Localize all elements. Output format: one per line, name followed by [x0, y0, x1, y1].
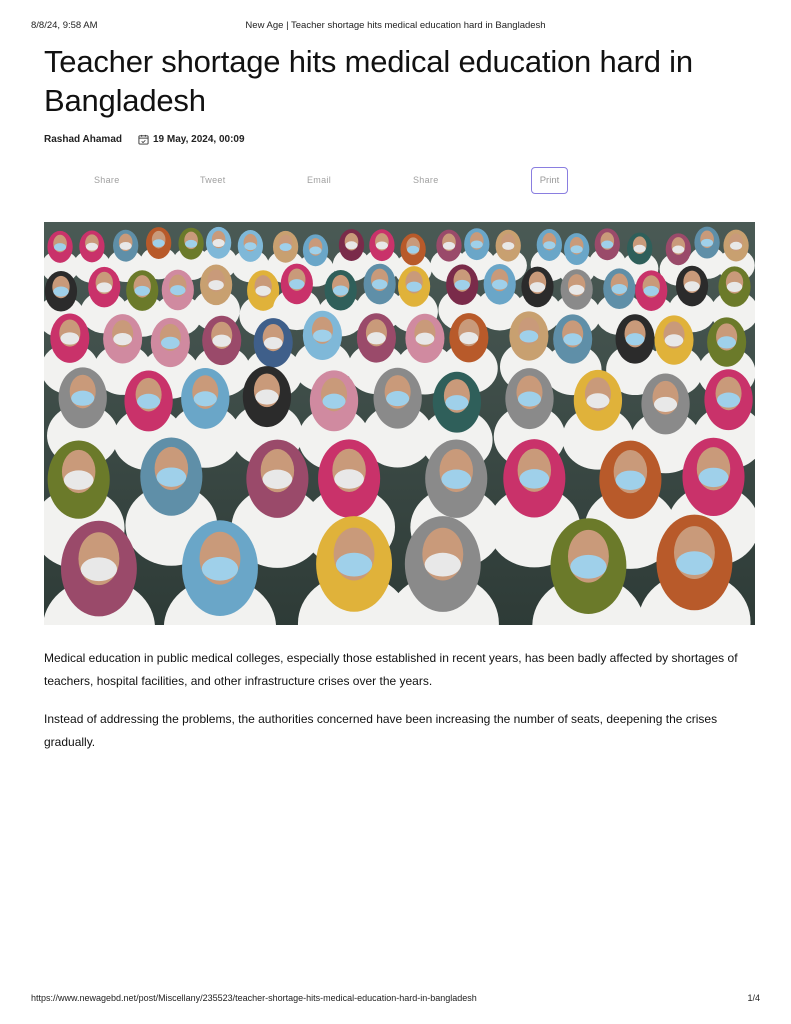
- photo-mask-shape: [213, 239, 225, 247]
- photo-mask-shape: [153, 239, 165, 247]
- photo-mask-shape: [676, 551, 712, 575]
- photo-mask-shape: [520, 330, 539, 342]
- photo-mask-shape: [492, 280, 507, 290]
- photo-mask-shape: [407, 246, 419, 254]
- photo-mask-shape: [135, 286, 150, 296]
- photo-mask-shape: [563, 333, 582, 345]
- photo-mask-shape: [345, 241, 357, 249]
- photo-mask-shape: [386, 391, 409, 406]
- print-datetime: 8/8/24, 9:58 AM: [31, 20, 98, 31]
- photo-mask-shape: [264, 337, 283, 349]
- article-paragraph: Instead of addressing the problems, the authorities concerned have been increasing the number of seats, deepening the crises gradually.: [44, 712, 718, 749]
- photo-mask-shape: [519, 469, 549, 488]
- photo-mask-shape: [202, 557, 238, 581]
- hero-photo-illustration: [44, 222, 755, 625]
- photo-mask-shape: [654, 397, 677, 412]
- photo-mask-shape: [97, 282, 112, 292]
- photo-mask-shape: [717, 336, 736, 348]
- photo-mask-shape: [634, 245, 646, 253]
- photo-mask-shape: [334, 469, 364, 488]
- photo-mask-shape: [699, 468, 729, 487]
- email-button[interactable]: Email: [307, 175, 332, 185]
- photo-mask-shape: [601, 241, 613, 249]
- photo-mask-shape: [644, 286, 659, 296]
- share-facebook-button[interactable]: Share: [94, 175, 120, 185]
- photo-mask-shape: [64, 470, 94, 489]
- photo-mask-shape: [425, 553, 461, 577]
- photo-mask-shape: [194, 391, 217, 406]
- photo-mask-shape: [502, 242, 514, 250]
- photo-mask-shape: [208, 280, 223, 290]
- photo-mask-shape: [730, 242, 742, 250]
- photo-mask-shape: [459, 332, 478, 344]
- photo-mask-shape: [263, 470, 293, 489]
- photo-mask-shape: [137, 394, 160, 409]
- photo-mask-shape: [81, 557, 117, 581]
- print-page-number: 1/4: [747, 993, 760, 1003]
- tweet-button[interactable]: Tweet: [200, 175, 226, 185]
- photo-mask-shape: [665, 334, 684, 346]
- photo-mask-shape: [161, 337, 180, 349]
- print-header: [0, 20, 791, 34]
- photo-mask-shape: [406, 282, 421, 292]
- photo-mask-shape: [185, 240, 197, 248]
- calendar-icon: [138, 134, 149, 145]
- byline: [44, 134, 245, 145]
- photo-mask-shape: [280, 243, 292, 251]
- article-paragraph: Medical education in public medical colleges, especially those established in recent years, has been badly affected by shortages of teachers, hospital facilities, and other infrastructure crises over the years.: [44, 651, 738, 688]
- photo-mask-shape: [244, 242, 256, 250]
- photo-mask-shape: [372, 279, 387, 289]
- share-button[interactable]: Share: [413, 175, 439, 185]
- photo-mask-shape: [543, 241, 555, 249]
- photo-mask-shape: [684, 281, 699, 291]
- photo-mask-shape: [586, 393, 609, 408]
- photo-mask-shape: [570, 555, 606, 579]
- photo-mask-shape: [255, 286, 270, 296]
- print-url: https://www.newagebd.net/post/Miscellany/235523/teacher-shortage-hits-medical-education-hard-in-bangladesh: [31, 993, 477, 1003]
- photo-mask-shape: [309, 247, 321, 255]
- photo-mask-shape: [212, 335, 231, 347]
- publish-date: [138, 134, 245, 145]
- photo-mask-shape: [441, 469, 471, 488]
- photo-mask-shape: [289, 279, 304, 289]
- print-page-title: New Age | Teacher shortage hits medical education hard in Bangladesh: [245, 20, 546, 31]
- photo-mask-shape: [170, 285, 185, 295]
- photo-mask-shape: [336, 553, 372, 577]
- photo-mask-shape: [571, 245, 583, 253]
- photo-mask-shape: [471, 240, 483, 248]
- publish-date-text: 19 May, 2024, 00:09: [152, 134, 245, 145]
- photo-mask-shape: [518, 391, 541, 406]
- photo-mask-shape: [569, 285, 584, 295]
- photo-mask-shape: [313, 330, 332, 342]
- article-title: Teacher shortage hits medical education hard in Bangladesh: [44, 44, 693, 118]
- photo-mask-shape: [54, 243, 66, 251]
- photo-mask-shape: [672, 246, 684, 254]
- photo-mask-shape: [113, 333, 132, 345]
- photo-mask-shape: [86, 243, 98, 251]
- photo-mask-shape: [53, 286, 68, 296]
- photo-mask-shape: [612, 284, 627, 294]
- photo-mask-shape: [120, 242, 132, 250]
- share-bar: [44, 166, 744, 196]
- author-name[interactable]: Rashad Ahamad: [44, 134, 122, 145]
- photo-mask-shape: [626, 333, 645, 345]
- photo-mask-shape: [454, 280, 469, 290]
- photo-mask-shape: [443, 242, 455, 250]
- print-button[interactable]: Print: [531, 167, 568, 194]
- photo-mask-shape: [616, 471, 646, 490]
- hero-image: [44, 222, 755, 625]
- photo-mask-shape: [376, 241, 388, 249]
- photo-mask-shape: [60, 332, 79, 344]
- photo-mask-shape: [416, 333, 435, 345]
- photo-mask-shape: [71, 391, 94, 406]
- photo-mask-shape: [727, 282, 742, 292]
- photo-mask-shape: [445, 395, 468, 410]
- photo-mask-shape: [701, 239, 713, 247]
- photo-mask-shape: [530, 282, 545, 292]
- photo-mask-shape: [322, 394, 345, 409]
- photo-mask-shape: [367, 332, 386, 344]
- photo-mask-shape: [255, 389, 278, 404]
- photo-mask-shape: [717, 393, 740, 408]
- photo-mask-shape: [333, 285, 348, 295]
- photo-mask-shape: [156, 467, 186, 486]
